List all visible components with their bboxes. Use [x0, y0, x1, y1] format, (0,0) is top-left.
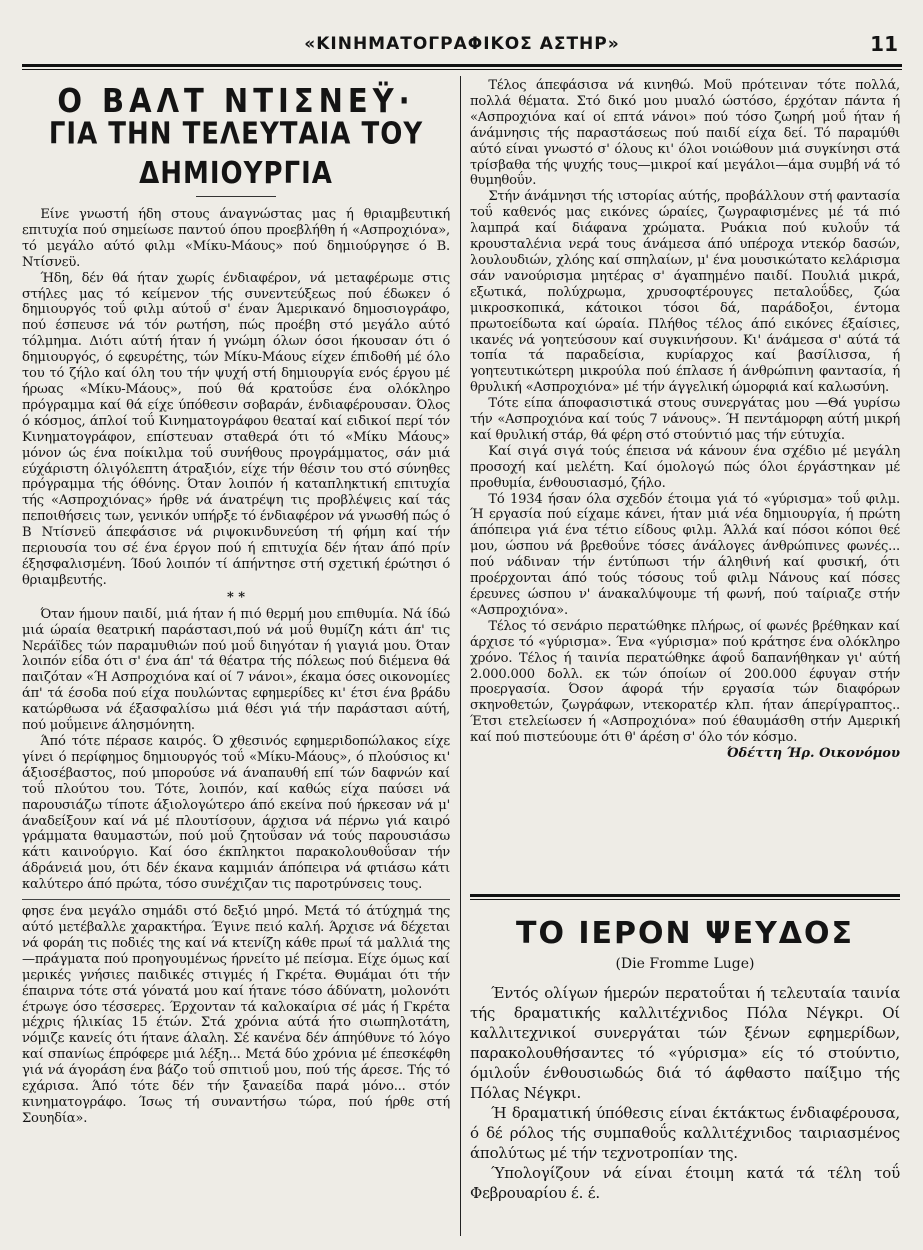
article-paragraph: Τέλος τό σενάριο περατώθηκε πλήρως, οί φωνές βρέθηκαν καί άρχισε τό «γύρισμα». Ένα «γύρισμα» πού κράτησε ένα ολόκληρο χρόνο. Τέλος ή ταινία περατώθηκε άφοΰ δαπανήθηκαν γι' αύτή 2.000.000 δολλ. εκ τών όποίων οί 200.000 έφυγαν στήν προεργασία. Όσον άφορά τήν εργασία τών διαφόρων σκηνοθετών, ζωγράφων, ντεκορατέρ κλπ. ήταν άπερίγραπτος.. Έτσι ετελείωσεν ή «Ασπροχιόνα» πού έθαυμάσθη στήν Αμερική καί πού πιστεύουμε ότι θ' άρέση σ' όλο τόν κόσμο.: [470, 618, 900, 746]
title-underline: [196, 196, 276, 197]
page-number: 11: [870, 32, 898, 56]
article-paragraph: Καί σιγά σιγά τούς έπεισα νά κάνουν ένα σχέδιο μέ μεγάλη προσοχή καί μελέτη. Καί όμολογώ πώς όλοι έργάστηκαν μέ προθυμία, ένθουσιασμό, ζήλο.: [470, 443, 900, 491]
article-title-line1: Ο ΒΑΛΤ ΝΤΙΣΝΕΫ·: [57, 81, 415, 121]
byline: [470, 746, 900, 762]
article-paragraph: Ήδη, δέν θά ήταν χωρίς ένδιαφέρον, νά μεταφέρωμε στις στήλες μας τό κείμενον τής συνεντεύξεως πού έδωκεν ό δημιουργός τοΰ φιλμ αύτοΰ σ' έναν Άμερικανό δημοσιογράφο, πού έσπευσε νά τόν ρωτήση, πώς προέβη στό μεγάλο αύτό τόλμημα. Διότι αύτή ήταν ή γνώμη όλων όσοι ήκουσαν ότι ό δημιουργός, ό εφευρέτης, τών Μίκυ-Μάους είχεν έπιδοθή μέ όλο του τό ζήλο καί όλη του τήν ψυχή στή δημιουργία ενός έργου μέ ήρωας «Μίκυ-Μάους», πού θά κρατοΰσε ένα ολόκληρο πρόγραμμα καί θά είχε ύπόθεσιν σοβαράν, ένδιαφέρουσαν. Όλος ό κόσμος, άπλοί τοΰ Κινηματογράφου θεαταί καί ειδικοί περί τόν Κινηματογράφον, επίστευαν σταθερά ότι τό «Μίκυ Μάους» μόνον ώς ένα ποίκιλμα τοΰ συνήθους προγράμματος, σάν μιά εύχάριστη όλιγόλεπτη άτραξιόν, είχε τήν θέσιν του στό σύνηθες πρόγραμμα τής όθόνης. Όταν λοιπόν ή καταπληκτική επιτυχία τής «Ασπροχιόνας» ήρθε νά άνατρέψη τις προβλέψεις καί τάς πεποιθήσεις των, γενικόν υπήρξε τό ένδιαφέρον νά γνωσθή πώς ό Β Ντίσνεϋ άπεφάσισε νά ριψοκινδυνεύση τή φήμη καί τήν περιουσία του σέ ένα έργον πού ή επιτυχία δέν ήταν άπό πρίν έξησφαλισμένη. Ίδού λοιπόν τί άπήντησε στή σχετική έρώτησι ό θριαμβευτής.: [22, 270, 450, 588]
header-rule-thick: [22, 64, 902, 67]
masthead-title: «ΚΙΝΗΜΑΤΟΓΡΑΦΙΚΟΣ ΑΣΤΗΡ»: [304, 34, 620, 54]
masthead-bar: [22, 30, 902, 60]
section-rule: [22, 899, 450, 900]
author-signature: Όδέττη Ήρ. Οικονόμου: [727, 746, 900, 762]
article2-title: ΤΟ ΙΕΡΟΝ ΨΕΥΔΟΣ: [515, 916, 855, 951]
article-title-line2: ΓΙΑ ΤΗΝ ΤΕΛΕΥΤΑΙΑ ΤΟΥ ΔΗΜΙΟΥΡΓΙΑ: [48, 117, 424, 191]
header-rule-thin: [22, 69, 902, 70]
article-paragraph: Άπό τότε πέρασε καιρός. Ό χθεσινός εφημεριδοπώλακος είχε γίνει ό περίφημος δημιουργός τοΰ «Μίκυ-Μάους», ό πλούσιος κι' άξιοσέβαστος, πού μπορούσε νά άναπαυθή επί τών δαφνών καί τοΰ πλούτου του. Τότε, λοιπόν, καί καθώς είχα παύσει νά παρουσιάζω τίποτε άξιολογώτερο άπό εκείνα πού ήρκεσαν νά μ' άναδείξουν καί νά μέ πλουτίσουν, άρχισα νά πέρνω γιά καιρό γράμματα θαυμαστών, πού μοΰ ζητοΰσαν νά τούς παρουσιάσω κάτι καινούργιο. Καί όσο έκπληκτοι παρακολουθοΰσαν τήν άδράνειά μου, ότι δέν έκανα καμμιάν άπόπειρα νά φτιάσω κάτι καλύτερο άπό πρώτα, τόσο συνέχιζαν τις παροτρύνσεις τους.: [22, 734, 450, 893]
column-divider: [460, 76, 461, 1236]
article2-subtitle: (Die Fromme Luge): [615, 956, 755, 972]
article-paragraph: Τότε είπα άποφασιστικά στους συνεργάτας μου —Θά γυρίσω τήν «Ασπροχιόνα καί τούς 7 νάνους». Ή πεντάμορφη αύτή μικρή καί θρυλική στάρ, θά φέρη στό στούντιό μας τήν εύτυχία.: [470, 396, 900, 443]
article-pola-negri: [470, 915, 900, 1245]
article-disney-right-column: [470, 78, 900, 888]
article-divider-thin: [470, 899, 900, 900]
article-paragraph: Όταν ήμουν παιδί, μιά ήταν ή πιό θερμή μου επιθυμία. Νά ίδώ μιά ώραία θεατρική παράστασι,πού νά μοΰ θυμίζη κάτι άπ' τις Νεράϊδες τών παραμυθιών πού μοΰ διηγόταν ή γιαγιά μου. Όταν λοιπόν είδα ότι σ' ένα άπ' τά θέατρα τής πόλεως πού διέμενα θά παιζόταν «Ή Ασπροχιόνα καί οί 7 νάνοι», έκαμα όσες οικονομίες άπ' τά έσοδα πού είχα πουλώντας εφημερίδες κι' έτσι ένα βράδυ κατώρθωσα νά έξασφαλίσω μιά θέσι γιά τήν παράστασι αύτή, πού μοΰμεινε άλησμόνητη.: [22, 606, 450, 734]
article-divider-thick: [470, 894, 900, 897]
section-separator: * *: [226, 589, 246, 605]
article2-paragraph: Ή δραματική ύπόθεσις είναι έκτάκτως ένδιαφέρουσα, ό δέ ρόλος τής συμπαθοΰς καλλιτέχνιδος ταιριασμένος άπολύτως μέ τήν τεχνοτροπίαν της.: [470, 1104, 900, 1162]
continued-paragraph: φησε ένα μεγάλο σημάδι στό δεξιό μηρό. Μετά τό άτύχημά της αύτό μετέβαλλε χαρακτήρα. Έγινε πειό καλή. Άρχισε νά δέχεται νά φοράη τις ποδιές της καί νά κτενίζη κάθε πρωί τά μαλλιά της—πράγματα πού προηγουμένως ήρνείτο μέ πείσμα. Είχε όμως καί μερικές γνήσιες παιδικές στιγμές ή Γκρέτα. Θυμάμαι ότι τήν έπαιρνα τότε στά γόνατά μου καί ήτανε τόσο άδύνατη, μολονότι έτρωγε όσο τέσσερες. Έρχονταν τά καλοκαίρια σέ μάς ή Γκρέτα μέχρις ήλικίας 15 έτών. Στά χρόνια αύτά ήτο σιωπηλοτάτη, νόμιζε κανείς ότι ήτανε άλαλη. Σέ κανένα δέν άπηύθυνε τό λόγο καί σπανίως έπρόφερε μιά λέξη... Μετά δύο χρόνια μέ έπεσκέφθη γιά νά άγοράση ένα βάζο τοΰ σπιτιοΰ μου, πού τής άρεσε. Τής τό εχάρισα. Άπό τότε δέν τήν ξαναείδα παρά μόνο... στόν κινηματογράφο. Ίσως τή συναντήσω τώρα, πού ήρθε στή Σουηδία».: [22, 904, 450, 1126]
article2-paragraph: Έντός ολίγων ήμερών περατοΰται ή τελευταία ταινία τής δραματικής καλλιτέχνιδος Πόλα Νέγκρι. Οί καλλιτεχνικοί συνεργάται τών ξένων εφημερίδων, παρακολουθήσαντες τό «γύρισμα» είς τό στούντιο, όμιλοΰν ένθουσιωδώς διά τό άφθαστο παίξιμο τής Πόλας Νέγκρι.: [470, 984, 900, 1102]
article-paragraph: Στήν άνάμνησι τής ιστορίας αύτής, προβάλλουν στή φαντασία τοΰ καθενός μας εικόνες ώραίες, ζωγραφισμένες μέ τά πιό λαμπρά καί διάφανα χρώματα. Ρυάκια πού κυλοΰν τά κρουσταλένια νερά τους άνάμεσα άπό υπέροχα ντεκόρ δασών, λουλουδιών, χλόης καί σπηλαίων, μ' ένα μουσικώτατο κελάρισμα σάν νανούρισμα μητέρας σ' άγαπημένο παιδί. Πουλιά μικρά, εξωτικά, πολύχρωμα, χρυσοφτέρουγες πεταλοΰδες, ζώα μικροσκοπικά, κάτοικοι τόσοι δά, παράδοξοι, έντομα πρωτοείδωτα καί ώραία. Πλήθος τέλος άπό εικόνες έξαίσιες, ικανές νά γοητεύσουν καί συγκινήσουν. Κι' άνάμεσα σ' αύτά τά τοπία τά παραδείσια, κυρίαρχος καί βασίλισσα, ή γοητευτικώτερη μικρούλα πού έπλασε ή άνθρώπινη φαντασία, ή θρυλική «Ασπροχιόνα» μέ τήν άγγελική ώμορφιά καί καλωσύνη.: [470, 189, 900, 396]
article-disney-left-column: [22, 78, 450, 1238]
article-paragraph: Είνε γνωστή ήδη στους άναγνώστας μας ή θριαμβευτική επιτυχία πού σημείωσε παντού όπου προεβλήθη ή «Ασπροχιόνα», τό μεγάλο αύτό φιλμ «Μίκυ-Μάους» πού δημιούργησε ό Β. Ντίσνεϋ.: [22, 207, 450, 270]
article-paragraph: Τέλος άπεφάσισα νά κινηθώ. Μοΰ πρότειναν τότε πολλά, πολλά θέματα. Στό δικό μου μυαλό ώστόσο, έρχόταν πάντα ή «Ασπροχιόνα καί οί επτά νάνοι» πού τόσο ζωηρή μοΰ ήταν ή άνάμνησις τής παραστάσεως πού παιδί είχα δεί. Τό παραμύθι αύτό είναι γνωστό σ' όλους κι' όλοι νοιώθουν μιά συγκίνησι στά τρίσβαθα τής ψυχής τους—μικροί καί μεγάλοι—άμα συμβή νά τό θυμηθοΰν.: [470, 78, 900, 189]
article-paragraph: Τό 1934 ήσαν όλα σχεδόν έτοιμα γιά τό «γύρισμα» τοΰ φιλμ. Ή εργασία πού είχαμε κάνει, ήταν μιά νέα δημιουργία, ή πρώτη άπόπειρα γιά ένα τέτιο είδους φιλμ. Άλλά καί πόσοι κόποι θεέ μου, ώσπου νά βρεθοΰνε τόσες άνάλογες άνθρώπινες φωνές... πού νάδιναν τήν έντύπωσι τήν άληθινή καί φυσική, ότι προέρχονται άπό τούς τόσους τοΰ φιλμ Νάνους καί πόσες έρευνες ώσπου ν' άνακαλύψουμε τή φωνή, πού ταίριαζε στήν «Ασπροχιόνα».: [470, 491, 900, 618]
article2-paragraph: Ύπολογίζουν νά είναι έτοιμη κατά τά τέλη τοΰ Φεβρουαρίου έ. έ.: [470, 1164, 900, 1202]
